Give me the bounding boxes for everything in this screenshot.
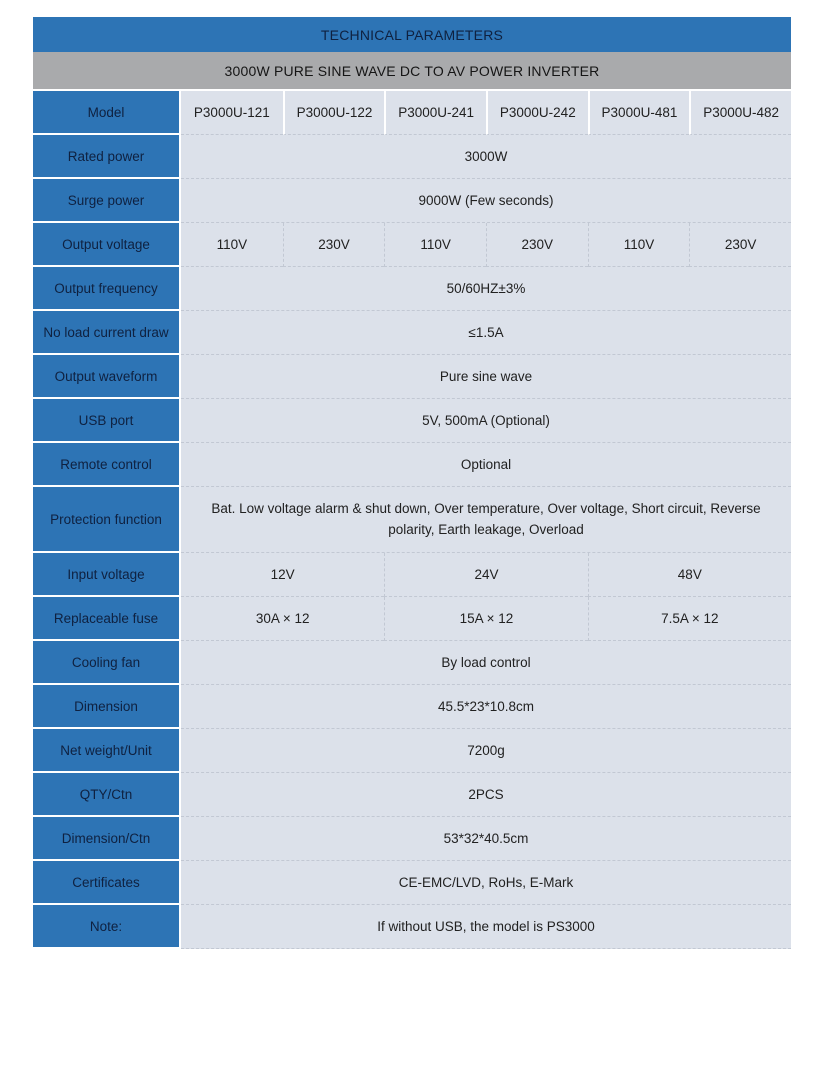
cell-value: 45.5*23*10.8cm [181, 685, 791, 729]
row-label: Input voltage [33, 553, 181, 597]
row-label: USB port [33, 399, 181, 443]
row-dimension-ctn [33, 817, 791, 861]
row-label: Dimension [33, 685, 181, 729]
row-label: Surge power [33, 179, 181, 223]
table-subtitle: 3000W PURE SINE WAVE DC TO AV POWER INVERTER [224, 62, 600, 79]
row-label: Output voltage [33, 223, 181, 267]
cell-value: 9000W (Few seconds) [181, 179, 791, 223]
cell-value: P3000U-121 [181, 91, 283, 135]
row-label: Protection function [33, 487, 181, 553]
cell-value: 50/60HZ±3% [181, 267, 791, 311]
table-title: TECHNICAL PARAMETERS [320, 26, 504, 43]
row-label: Model [33, 91, 181, 135]
cell-value: ≤1.5A [181, 311, 791, 355]
row-label: Remote control [33, 443, 181, 487]
cell-value: 2PCS [181, 773, 791, 817]
cell-value: CE-EMC/LVD, RoHs, E-Mark [181, 861, 791, 905]
cell-value: P3000U-481 [588, 91, 690, 135]
cell-value: 53*32*40.5cm [181, 817, 791, 861]
cell-value: Optional [181, 443, 791, 487]
row-output-waveform [33, 355, 791, 399]
row-label: Certificates [33, 861, 181, 905]
cell-value: By load control [181, 641, 791, 685]
table-subtitle-bar [33, 52, 791, 89]
cell-value: 110V [588, 223, 690, 267]
row-label: Note: [33, 905, 181, 949]
row-rated-power [33, 135, 791, 179]
cell-value: If without USB, the model is PS3000 [181, 905, 791, 949]
cell-value: 30A × 12 [181, 597, 384, 641]
row-model [33, 91, 791, 135]
row-label: Output waveform [33, 355, 181, 399]
row-protection-function [33, 487, 791, 553]
row-output-frequency [33, 267, 791, 311]
row-qty-ctn [33, 773, 791, 817]
cell-value: 48V [588, 553, 791, 597]
row-label: Net weight/Unit [33, 729, 181, 773]
cell-value: 110V [181, 223, 283, 267]
cell-value: 110V [384, 223, 486, 267]
row-label: Rated power [33, 135, 181, 179]
row-usb-port [33, 399, 791, 443]
cell-value: P3000U-242 [486, 91, 588, 135]
cell-value: 230V [486, 223, 588, 267]
technical-parameters-table [33, 17, 791, 949]
row-output-voltage [33, 223, 791, 267]
cell-value: 5V, 500mA (Optional) [181, 399, 791, 443]
row-dimension [33, 685, 791, 729]
row-no-load-current-draw [33, 311, 791, 355]
row-label: Output frequency [33, 267, 181, 311]
cell-value: 3000W [181, 135, 791, 179]
row-remote-control [33, 443, 791, 487]
row-net-weight-unit [33, 729, 791, 773]
cell-value: Bat. Low voltage alarm & shut down, Over temperature, Over voltage, Short circuit, Reverse polarity, Earth leakage, Overload [181, 487, 791, 553]
cell-value: 230V [689, 223, 791, 267]
cell-value: 7200g [181, 729, 791, 773]
cell-value: P3000U-482 [689, 91, 791, 135]
cell-value: 12V [181, 553, 384, 597]
spec-grid [33, 91, 791, 949]
row-label: Cooling fan [33, 641, 181, 685]
cell-value: 7.5A × 12 [588, 597, 791, 641]
cell-value: P3000U-241 [384, 91, 486, 135]
cell-value: P3000U-122 [283, 91, 385, 135]
cell-value: 230V [283, 223, 385, 267]
cell-value: 24V [384, 553, 587, 597]
row-label: No load current draw [33, 311, 181, 355]
row-input-voltage [33, 553, 791, 597]
row-replaceable-fuse [33, 597, 791, 641]
cell-value: 15A × 12 [384, 597, 587, 641]
row-label: Replaceable fuse [33, 597, 181, 641]
cell-value: Pure sine wave [181, 355, 791, 399]
row-note [33, 905, 791, 949]
row-label: QTY/Ctn [33, 773, 181, 817]
table-title-bar [33, 17, 791, 52]
row-cooling-fan [33, 641, 791, 685]
row-certificates [33, 861, 791, 905]
row-surge-power [33, 179, 791, 223]
row-label: Dimension/Ctn [33, 817, 181, 861]
